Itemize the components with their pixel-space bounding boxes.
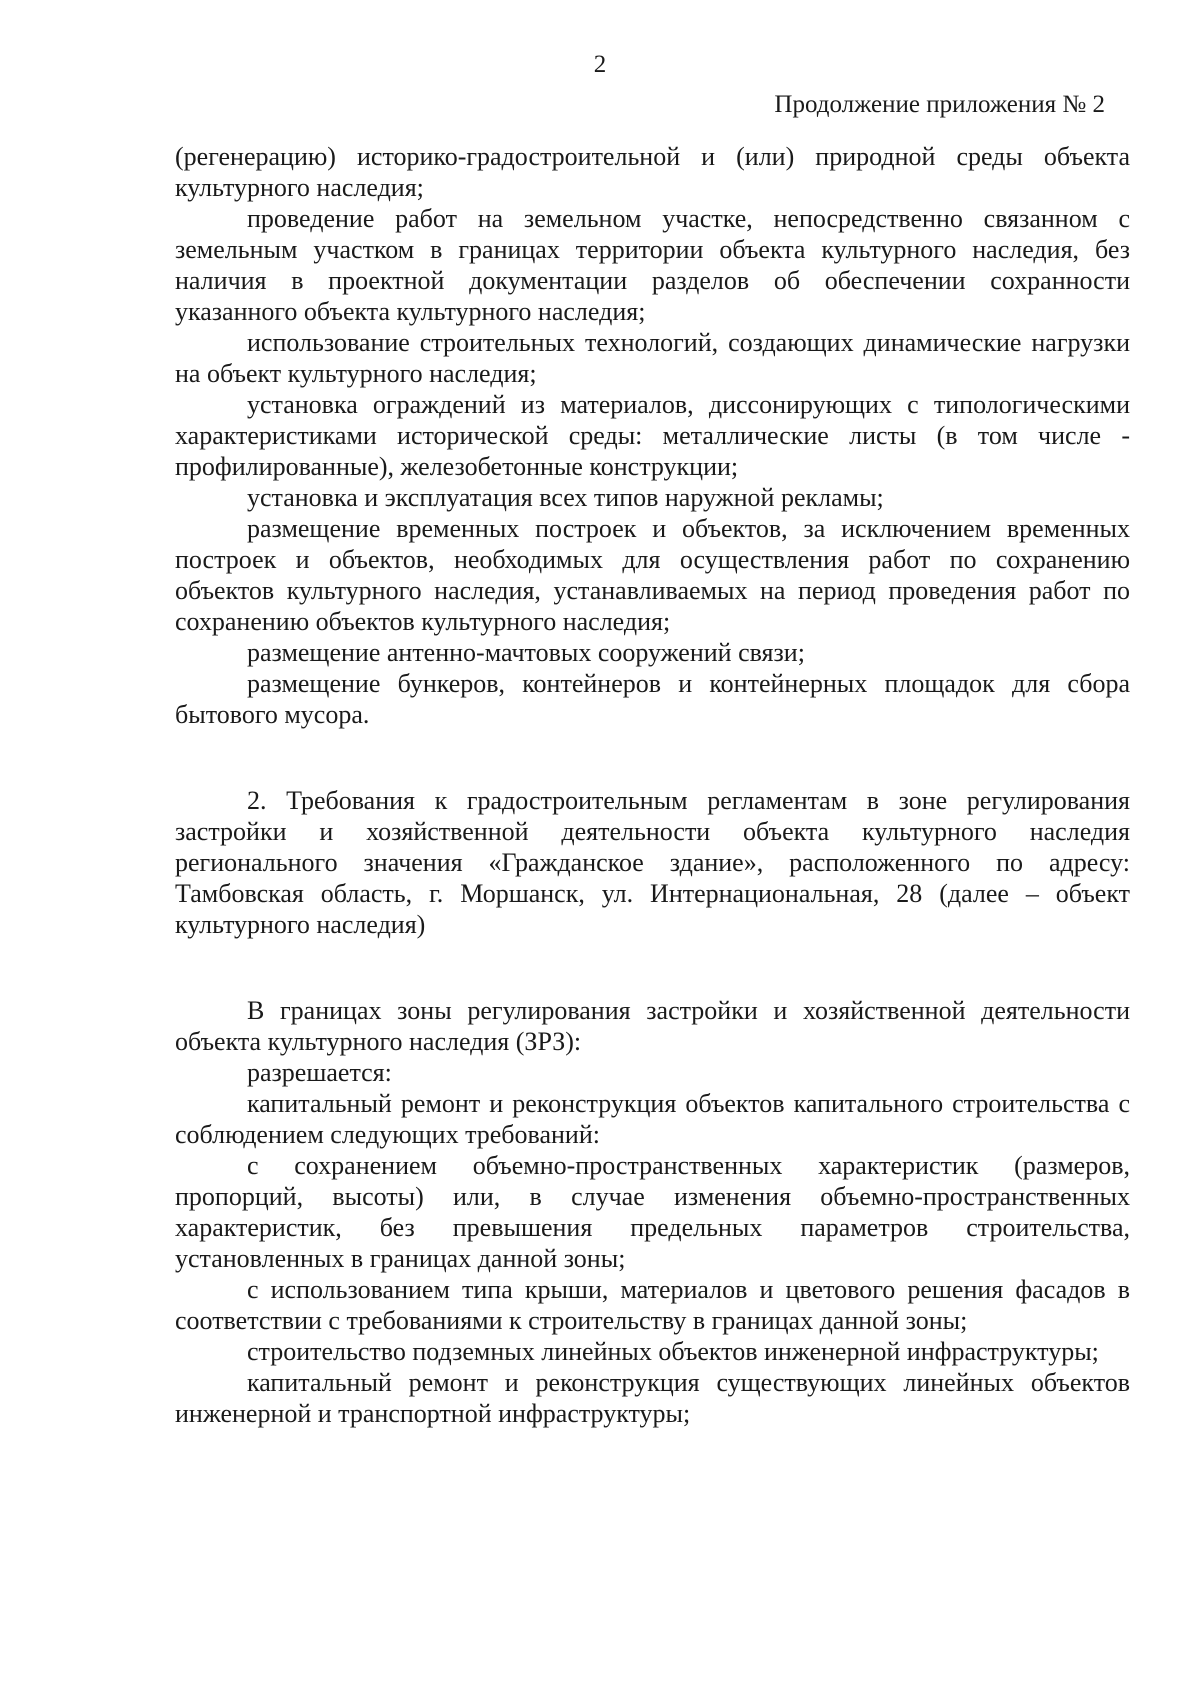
paragraph: с сохранением объемно-пространственных характеристик (размеров, пропорций, высоты) или, в случае изменения объемно-пространственных характеристик, без превышения предельных параметров строительства, установленных в границах данной зоны; [175, 1151, 1130, 1273]
appendix-continuation-label: Продолжение приложения № 2 [774, 91, 1105, 118]
section-heading: 2. Требования к градостроительным регламентам в зоне регулирования застройки и хозяйственной деятельности объекта культурного наследия регионального значения «Гражданское здание», расположенного по адресу: Тамбовская область, г. Моршанск, ул. Интернациональная, 28 (далее – объект культурного наследия) [175, 786, 1130, 939]
paragraph: (регенерацию) историко-градостроительной и (или) природной среды объекта культурного наследия; [175, 142, 1130, 202]
paragraph: установка ограждений из материалов, диссонирующих с типологическими характеристиками исторической среды: металлические листы (в том числе - профилированные), железобетонные конструкции; [175, 390, 1130, 481]
spacer [175, 730, 1130, 785]
spacer [175, 940, 1130, 995]
paragraph: капитальный ремонт и реконструкция объектов капитального строительства с соблюдением следующих требований: [175, 1089, 1130, 1149]
paragraph: В границах зоны регулирования застройки и хозяйственной деятельности объекта культурного наследия (ЗРЗ): [175, 996, 1130, 1056]
paragraph: проведение работ на земельном участке, непосредственно связанном с земельным участком в границах территории объекта культурного наследия, без наличия в проектной документации разделов об обеспечении сохранности указанного объекта культурного наследия; [175, 204, 1130, 326]
paragraph: с использованием типа крыши, материалов и цветового решения фасадов в соответствии с требованиями к строительству в границах данной зоны; [175, 1275, 1130, 1335]
paragraph: размещение бункеров, контейнеров и контейнерных площадок для сбора бытового мусора. [175, 669, 1130, 729]
paragraph: использование строительных технологий, создающих динамические нагрузки на объект культурного наследия; [175, 328, 1130, 388]
page-number: 2 [593, 51, 607, 78]
paragraph: размещение временных построек и объектов, за исключением временных построек и объектов, необходимых для осуществления работ по сохранению объектов культурного наследия, устанавливаемых на период проведения работ по сохранению объектов культурного наследия; [175, 514, 1130, 636]
paragraph: разрешается: [247, 1058, 392, 1087]
document-body [175, 141, 1130, 1429]
paragraph: размещение антенно-мачтовых сооружений связи; [247, 638, 805, 667]
paragraph: капитальный ремонт и реконструкция существующих линейных объектов инженерной и транспортной инфраструктуры; [175, 1368, 1130, 1428]
paragraph: строительство подземных линейных объектов инженерной инфраструктуры; [247, 1337, 1099, 1366]
paragraph: установка и эксплуатация всех типов наружной рекламы; [247, 483, 884, 512]
